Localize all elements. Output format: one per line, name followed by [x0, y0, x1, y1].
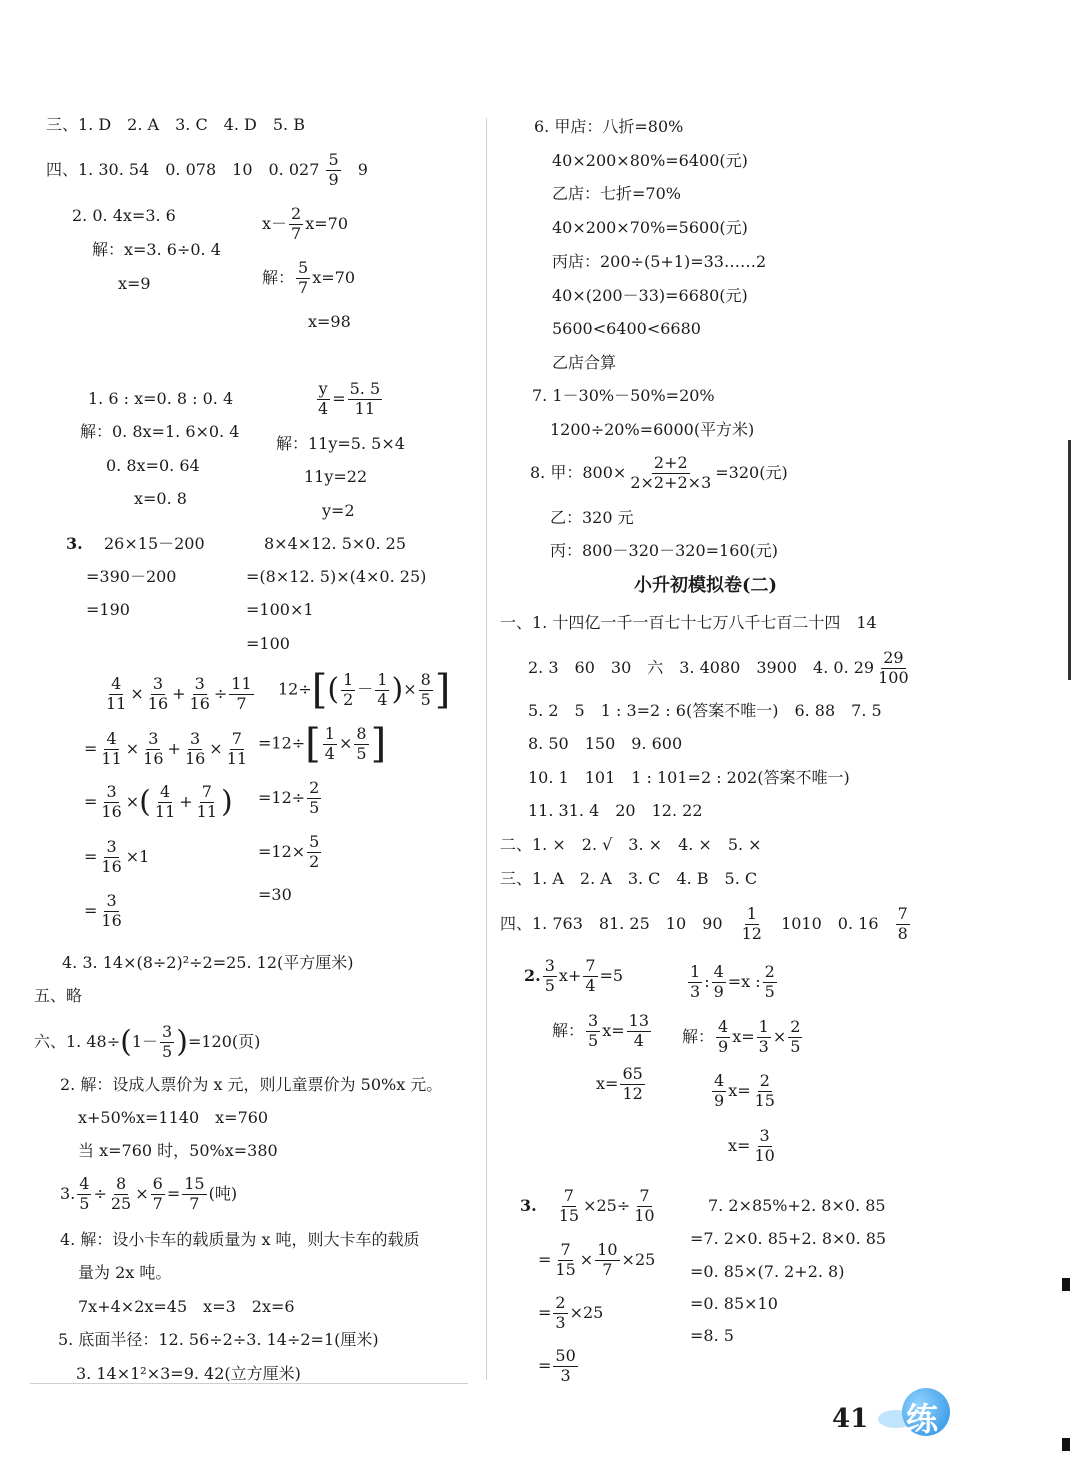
calc-line: =390－200 — [86, 567, 177, 586]
page-number: 41 — [832, 1404, 869, 1434]
crop-mark — [1062, 1278, 1070, 1291]
q6-line: 5600<6400<6680 — [552, 319, 701, 338]
crop-mark — [1062, 1438, 1070, 1451]
s6-q2: 当 x=760 时，50%x=380 — [78, 1141, 278, 1160]
p-line: 一、1. 十四亿一千一百七十七万八千七百二十四 14 — [500, 613, 877, 632]
calc-line: = $\frac{4}{11}$ × $\frac{3}{16}$ + $\frac{3}{16}$ × $\frac{7}{11}$ — [84, 729, 248, 768]
q6-line: 40×200×80%=6400(元) — [552, 151, 748, 170]
calc-line: = $\frac{2}{3}$ ×25 — [538, 1293, 604, 1332]
q6-line: 丙店：200÷(5+1)=33……2 — [552, 252, 767, 271]
s6-q4: 量为 2x 吨。 — [78, 1263, 172, 1282]
calc-line: =30 — [258, 885, 292, 904]
eq-line: 11y=22 — [304, 467, 368, 486]
eq-line: 1. 6 : x=0. 8 : 0. 4 — [88, 389, 234, 408]
p-line: 8. 50 150 9. 600 — [528, 734, 683, 753]
q8-line: 8. 甲：800× $\frac{2+2}{2\times 2+2\times 3}$ =320(元) — [530, 453, 788, 492]
calc-line: = $\frac{50}{3}$ — [538, 1346, 576, 1385]
calc-line: 26×15－200 — [104, 534, 205, 553]
eq-line: 解： $\frac{5}{7}$ x=70 — [262, 258, 355, 297]
q3-label: 3. — [66, 534, 83, 553]
practice-badge — [878, 1388, 952, 1436]
calc-line: = $\frac{3}{16}$ ×( $\frac{4}{11}$ + $\frac{7}{11}$ ) — [84, 782, 233, 821]
section-title: 小升初模拟卷(二) — [634, 575, 778, 596]
calc-line: 8×4×12. 5×0. 25 — [264, 534, 406, 553]
p-line: 5. 2 5 1 : 3=2 : 6(答案不唯一) 6. 88 7. 5 — [528, 701, 882, 720]
badge-label: 练 — [906, 1400, 939, 1438]
eq-line: x= $\frac{3}{10}$ — [728, 1126, 775, 1165]
eq-line: $\frac{1}{3}$ : $\frac{4}{9}$ =x : $\frac{2}{5}$ — [690, 962, 775, 1001]
calc-line: =0. 85×(7. 2+2. 8) — [690, 1262, 845, 1281]
s6-q5: 5. 底面半径：12. 56÷2÷3. 14÷2=1(厘米) — [58, 1330, 379, 1349]
s6-q2: 2. 解：设成人票价为 x 元，则儿童票价为 50%x 元。 — [60, 1075, 443, 1094]
eq-line: $\frac{y}{4}$ = $\frac{5. 5}{11}$ — [318, 379, 381, 418]
calc-line: =8. 5 — [690, 1326, 734, 1345]
p-line: 11. 31. 4 20 12. 22 — [528, 801, 703, 820]
q8-line: 乙：320 元 — [550, 508, 634, 527]
q4-answer: 4. 3. 14×(8÷2)²÷2=25. 12(平方厘米) — [62, 953, 354, 972]
q6-line: 乙店：七折=70% — [552, 184, 681, 203]
eq-line: y=2 — [322, 501, 355, 520]
calc-line: =12× $\frac{5}{2}$ — [258, 832, 320, 871]
p-line: 2. 3 60 30 六 3. 4080 3900 4. 0. 29 $\frac{29}{100}$ — [528, 648, 909, 687]
bottom-rule — [30, 1383, 468, 1384]
q6-line: 乙店合算 — [552, 353, 617, 372]
eq-line: x－ $\frac{2}{7}$ x=70 — [262, 204, 349, 243]
s6-q4: 4. 解：设小卡车的载质量为 x 吨，则大卡车的载质 — [60, 1230, 420, 1249]
s6-q3: 3. $\frac{4}{5}$ ÷ $\frac{8}{25}$ × $\frac{6}{7}$ = $\frac{15}{7}$ (吨) — [60, 1174, 238, 1213]
p-line: 四、1. 763 81. 25 10 90 $\frac{1}{12}$ 1010 0. 16 $\frac{7}{8}$ — [500, 904, 908, 943]
calc-line: = $\frac{3}{16}$ — [84, 891, 122, 930]
calc-line: =100 — [246, 634, 290, 653]
eq-line: x=9 — [118, 274, 151, 293]
column-divider — [486, 118, 487, 1380]
calc-line: =12÷[ $\frac{1}{4}$ × $\frac{8}{5}$ ] — [258, 721, 387, 767]
s6-q1: 六、1. 48÷(1－ $\frac{3}{5}$ )=120(页) — [34, 1022, 261, 1061]
p-line: 10. 1 101 1 : 101=2 : 202(答案不唯一) — [528, 768, 850, 787]
q6-line: 6. 甲店：八折=80% — [534, 117, 684, 136]
calc-line: =(8×12. 5)×(4×0. 25) — [246, 567, 427, 586]
scan-edge — [1068, 440, 1071, 680]
calc-line: =7. 2×0. 85+2. 8×0. 85 — [690, 1229, 887, 1248]
calc-line: =190 — [86, 600, 130, 619]
s6-q5: 3. 14×1²×3=9. 42(立方厘米) — [76, 1364, 301, 1383]
calc-line: = $\frac{7}{15}$ × $\frac{10}{7}$ ×25 — [538, 1240, 656, 1279]
calc-line: $\frac{4}{11}$ × $\frac{3}{16}$ + $\frac{3}{16}$ ÷ $\frac{11}{7}$ — [106, 674, 252, 713]
q7-line: 7. 1－30%－50%=20% — [532, 386, 715, 405]
section-5: 五、略 — [34, 986, 83, 1005]
p-line: 三、1. A 2. A 3. C 4. B 5. C — [500, 869, 758, 888]
calc-line: =100×1 — [246, 600, 314, 619]
s6-q4: 7x+4×2x=45 x=3 2x=6 — [78, 1297, 295, 1316]
section-3-answers: 三、1. D 2. A 3. C 4. D 5. B — [46, 115, 305, 134]
eq-line: x= $\frac{65}{12}$ — [596, 1064, 643, 1103]
q7-line: 1200÷20%=6000(平方米) — [550, 420, 755, 439]
calc-line: =12÷ $\frac{2}{5}$ — [258, 778, 320, 817]
eq-line: 解： $\frac{3}{5}$ x= $\frac{13}{4}$ — [552, 1011, 649, 1050]
q6-line: 40×200×70%=5600(元) — [552, 218, 748, 237]
eq-line: x=0. 8 — [134, 489, 187, 508]
calc-line: = $\frac{3}{16}$ ×1 — [84, 837, 150, 876]
s6-q2: x+50%x=1140 x=760 — [78, 1108, 269, 1127]
eq-line: 解： $\frac{4}{9}$ x= $\frac{1}{3}$ × $\frac{2}{5}$ — [682, 1017, 801, 1056]
calc-line: =0. 85×10 — [690, 1294, 778, 1313]
eq-line: 0. 8x=0. 64 — [106, 456, 200, 475]
eq-line: 解：11y=5. 5×4 — [276, 434, 405, 453]
calc-line: 12÷[( $\frac{1}{2}$ － $\frac{1}{4}$ )× $\frac{8}{5}$ ] — [278, 667, 451, 713]
eq-line: 2. $\frac{3}{5}$ x+ $\frac{7}{4}$ =5 — [524, 956, 624, 995]
p-line: 二、1. × 2. √ 3. × 4. × 5. × — [500, 835, 762, 854]
fraction: $\frac{5}{9}$ — [328, 150, 339, 189]
q6-line: 40×(200－33)=6680(元) — [552, 286, 748, 305]
eq-line: x=98 — [308, 312, 351, 331]
q8-line: 丙：800－320－320=160(元) — [550, 541, 779, 560]
eq-line: 解：0. 8x=1. 6×0. 4 — [80, 422, 240, 441]
eq-line: $\frac{4}{9}$ x= $\frac{2}{15}$ — [714, 1071, 775, 1110]
calc-line: 7. 2×85%+2. 8×0. 85 — [708, 1196, 886, 1215]
eq-line: 2. 0. 4x=3. 6 — [72, 206, 176, 225]
section-4-q1: 四、1. 30. 54 0. 078 10 0. 027 $\frac{5}{9}$ 9 — [46, 150, 368, 189]
eq-line: 解：x=3. 6÷0. 4 — [92, 240, 221, 259]
calc-line: 3. $\frac{7}{15}$ ×25÷ $\frac{7}{10}$ — [520, 1186, 655, 1225]
